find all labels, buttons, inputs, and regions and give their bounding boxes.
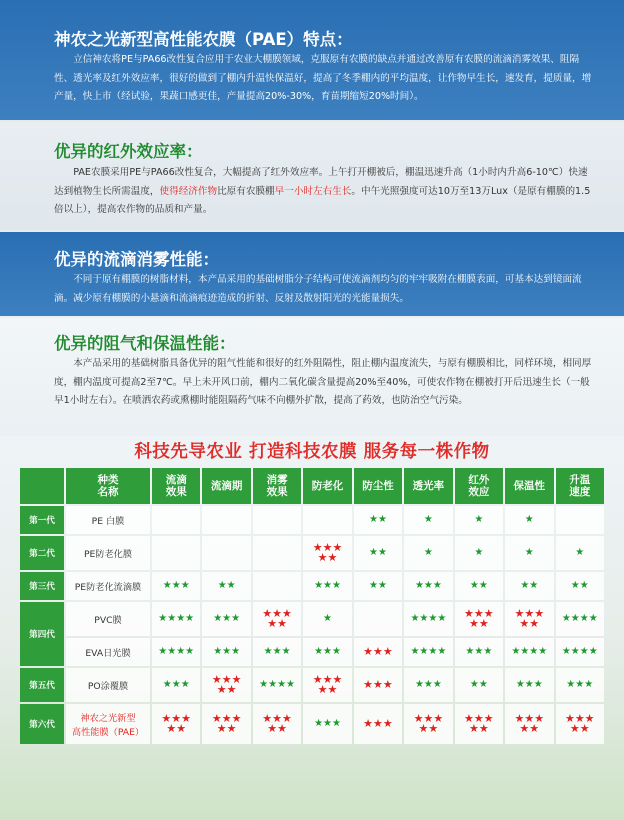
rating-cell	[253, 536, 301, 570]
red-star-rating: ★★★ ★★	[514, 606, 545, 630]
table-row	[20, 602, 604, 636]
green-star-rating: ★★★	[213, 613, 241, 624]
green-star-rating: ★★	[217, 580, 236, 591]
green-star-rating: ★★★★	[158, 646, 195, 657]
generation-cell: 第四代	[20, 602, 64, 666]
table-row	[20, 536, 604, 570]
generation-cell: 第六代	[20, 704, 64, 744]
section-body	[54, 271, 594, 308]
highlight-text: 早一小时左右生长	[274, 185, 352, 197]
body-text: 比原有农膜棚	[217, 185, 275, 197]
red-star-rating: ★★★ ★★	[312, 540, 343, 564]
film-type-cell: PO涂覆膜	[66, 668, 150, 702]
rating-cell	[556, 506, 605, 534]
green-star-rating: ★★★	[162, 580, 190, 591]
red-star-rating: ★★★ ★★	[312, 672, 343, 696]
green-star-rating: ★★★	[314, 580, 341, 591]
red-star-rating: ★★★	[363, 716, 393, 730]
rating-cell	[152, 638, 200, 666]
rating-cell	[354, 572, 402, 600]
rating-cell	[505, 536, 553, 570]
green-star-rating: ★★	[369, 514, 387, 525]
film-type-cell: PE防老化膜	[66, 536, 150, 570]
highlight-text: 使得经济作物	[159, 185, 218, 197]
body-text: 本产品采用的基础树脂具备优异的阻气性能和很好的红外阻隔性，阻止棚内温度流失，与原有棚膜相比，同样环境，相同厚度，棚内温度可提高2至7℃。早上未开风口前，棚内二氧化碳含量提高20%至40%，可使农作物在棚被打开后迅速生长（一般早1小时左右）。在喷洒农药或熏棚时能阻隔药气味不向棚外扩散，提高了药效，也防治空气污染。	[54, 358, 592, 406]
header-cell	[20, 468, 64, 504]
green-star-rating: ★	[423, 547, 433, 558]
rating-cell	[152, 602, 200, 636]
green-star-rating: ★★★★	[561, 613, 598, 624]
rating-cell	[404, 536, 452, 570]
rating-cell	[455, 668, 503, 702]
comparison-table	[18, 466, 606, 746]
rating-cell	[505, 704, 553, 744]
rating-cell	[152, 572, 200, 600]
section-pae-features	[0, 0, 624, 120]
rating-cell	[505, 572, 553, 600]
rating-cell	[404, 638, 452, 666]
film-type-cell: 神农之光新型 高性能膜（PAE）	[66, 704, 150, 744]
green-star-rating: ★★★	[314, 718, 341, 729]
header-cell: 防尘性	[354, 468, 402, 504]
rating-cell	[404, 506, 452, 534]
rating-cell	[303, 572, 351, 600]
red-star-rating: ★★★ ★★	[262, 606, 292, 630]
section-body	[54, 355, 594, 411]
rating-cell	[556, 572, 605, 600]
green-star-rating: ★★★★	[410, 646, 447, 657]
rating-cell	[202, 602, 250, 636]
section-title: 优异的红外效应率：	[54, 142, 203, 161]
rating-cell	[303, 704, 351, 744]
rating-cell	[202, 704, 250, 744]
rating-cell	[303, 506, 351, 534]
rating-cell	[202, 638, 250, 666]
green-star-rating: ★★★	[314, 646, 341, 657]
red-star-rating: ★★★ ★★	[262, 711, 292, 735]
generation-cell: 第二代	[20, 536, 64, 570]
table-row	[20, 638, 604, 666]
rating-cell	[556, 602, 605, 636]
red-star-rating: ★★★ ★★	[211, 711, 242, 735]
table-row	[20, 506, 604, 534]
rating-cell	[556, 704, 605, 744]
rating-cell	[253, 506, 301, 534]
rating-cell	[556, 638, 605, 666]
rating-cell	[253, 602, 301, 636]
section-title: 神农之光新型高性能农膜（PAE）特点：	[54, 30, 353, 49]
film-type-cell: EVA日光膜	[66, 638, 150, 666]
table-row	[20, 668, 604, 702]
rating-cell	[354, 602, 402, 636]
generation-cell: 第一代	[20, 506, 64, 534]
section-body	[54, 51, 594, 107]
green-star-rating: ★★★	[465, 646, 493, 657]
body-text: 。中午光照强度可达10万至13万Lux（是原有棚膜的1.5倍以上），提高农作物的品质和产量。	[54, 185, 591, 215]
header-cell: 种类 名称	[66, 468, 150, 504]
rating-cell	[202, 668, 250, 702]
body-text: 不同于原有棚膜的树脂材料，本产品采用的基础树脂分子结构可使流滴剂均匀的牢牢吸附在棚膜表面，可基本达到镜面流滴。减少原有棚膜的小悬滴和流滴痕迹造成的折射、反射及散射阳光的光能量损失。	[54, 274, 582, 304]
green-star-rating: ★	[474, 514, 484, 525]
red-star-rating: ★★★ ★★	[413, 711, 444, 735]
green-star-rating: ★★★★	[259, 679, 296, 690]
rating-cell	[505, 668, 553, 702]
red-star-rating: ★★★ ★★	[514, 711, 545, 735]
rating-cell	[253, 572, 301, 600]
green-star-rating: ★★	[570, 580, 589, 591]
section-title: 优异的阻气和保温性能：	[54, 334, 236, 353]
generation-cell: 第三代	[20, 572, 64, 600]
rating-cell	[455, 572, 503, 600]
rating-cell	[354, 638, 402, 666]
rating-cell	[303, 602, 351, 636]
rating-cell	[505, 602, 553, 636]
header-cell: 升温 速度	[556, 468, 605, 504]
section-barrier-insulation	[0, 318, 624, 436]
green-star-rating: ★★★	[162, 679, 190, 690]
rating-cell	[152, 704, 200, 744]
rating-cell	[455, 536, 503, 570]
red-star-rating: ★★★ ★★	[564, 711, 595, 735]
body-text: PAE农膜采用PE与PA66改性复合，大幅提高了红外效应率。上午打开棚被后，棚温迅速升高（1小时内升高6-10℃）快速达到植物生长所需温度，	[54, 167, 588, 197]
rating-cell	[253, 704, 301, 744]
rating-cell	[404, 572, 452, 600]
green-star-rating: ★★★	[263, 646, 291, 657]
green-star-rating: ★	[423, 514, 433, 525]
rating-cell	[455, 602, 503, 636]
slogan: 科技先导农业 打造科技农膜 服务每一株作物	[134, 442, 490, 462]
body-text: 立信神农将PE与PA66改性复合应用于农业大棚膜领域，克服原有农膜的缺点并通过改善原有农膜的流滴消雾效果、阻隔性、透光率及红外效应率，很好的做到了棚内升温快保温好，提高了冬季棚内的平均温度，让作物早生长，速发育，提质量，增产量，快上市（经试验，果蔬口感更佳，产量提高20%-30%，育苗期缩短20%时间）。	[54, 54, 592, 102]
section-drip-antifog	[0, 232, 624, 316]
green-star-rating: ★★★	[414, 580, 442, 591]
rating-cell	[354, 704, 402, 744]
red-star-rating: ★★★ ★★	[161, 711, 192, 735]
green-star-rating: ★★★★	[410, 613, 447, 624]
table-header-row	[20, 468, 604, 504]
green-star-rating: ★	[524, 514, 534, 525]
red-star-rating: ★★★	[363, 644, 393, 658]
green-star-rating: ★★	[520, 580, 539, 591]
rating-cell	[404, 602, 452, 636]
rating-cell	[455, 704, 503, 744]
green-star-rating: ★★	[469, 580, 488, 591]
green-star-rating: ★	[575, 547, 585, 558]
green-star-rating: ★★★★	[158, 613, 195, 624]
rating-cell	[253, 638, 301, 666]
rating-cell	[354, 536, 402, 570]
section-infrared	[0, 122, 624, 230]
green-star-rating: ★★★	[414, 679, 442, 690]
section-title: 优异的流滴消雾性能：	[54, 250, 219, 269]
table-row	[20, 704, 604, 744]
section-body	[54, 164, 594, 220]
rating-cell	[202, 506, 250, 534]
film-type-cell: PVC膜	[66, 602, 150, 636]
header-cell: 保温性	[505, 468, 553, 504]
header-cell: 流滴 效果	[152, 468, 200, 504]
rating-cell	[303, 668, 351, 702]
header-cell: 红外 效应	[455, 468, 503, 504]
table-row	[20, 572, 604, 600]
rating-cell	[202, 536, 250, 570]
green-star-rating: ★★★	[515, 679, 543, 690]
header-cell: 流滴期	[202, 468, 250, 504]
green-star-rating: ★★★★	[561, 646, 598, 657]
red-star-rating: ★★★ ★★	[464, 711, 494, 735]
rating-cell	[202, 572, 250, 600]
red-star-rating: ★★★ ★★	[211, 672, 242, 696]
generation-cell: 第五代	[20, 668, 64, 702]
rating-cell	[354, 506, 402, 534]
green-star-rating: ★★	[369, 580, 387, 591]
green-star-rating: ★★	[469, 679, 488, 690]
rating-cell	[253, 668, 301, 702]
rating-cell	[152, 668, 200, 702]
red-star-rating: ★★★	[363, 677, 393, 691]
rating-cell	[152, 506, 200, 534]
green-star-rating: ★★★	[213, 646, 241, 657]
rating-cell	[455, 506, 503, 534]
header-cell: 防老化	[303, 468, 351, 504]
header-cell: 透光率	[404, 468, 452, 504]
rating-cell	[505, 506, 553, 534]
rating-cell	[303, 638, 351, 666]
rating-cell	[556, 668, 605, 702]
green-star-rating: ★★	[369, 547, 387, 558]
header-cell: 消雾 效果	[253, 468, 301, 504]
green-star-rating: ★★★★	[511, 646, 548, 657]
rating-cell	[404, 668, 452, 702]
rating-cell	[354, 668, 402, 702]
rating-cell	[303, 536, 351, 570]
rating-cell	[505, 638, 553, 666]
film-type-cell: PE 白膜	[66, 506, 150, 534]
rating-cell	[404, 704, 452, 744]
film-type-cell: PE防老化流滴膜	[66, 572, 150, 600]
green-star-rating: ★★★	[566, 679, 594, 690]
green-star-rating: ★	[323, 613, 333, 624]
rating-cell	[556, 536, 605, 570]
rating-cell	[152, 536, 200, 570]
green-star-rating: ★	[524, 547, 534, 558]
rating-cell	[455, 638, 503, 666]
green-star-rating: ★	[474, 547, 484, 558]
red-star-rating: ★★★ ★★	[464, 606, 494, 630]
